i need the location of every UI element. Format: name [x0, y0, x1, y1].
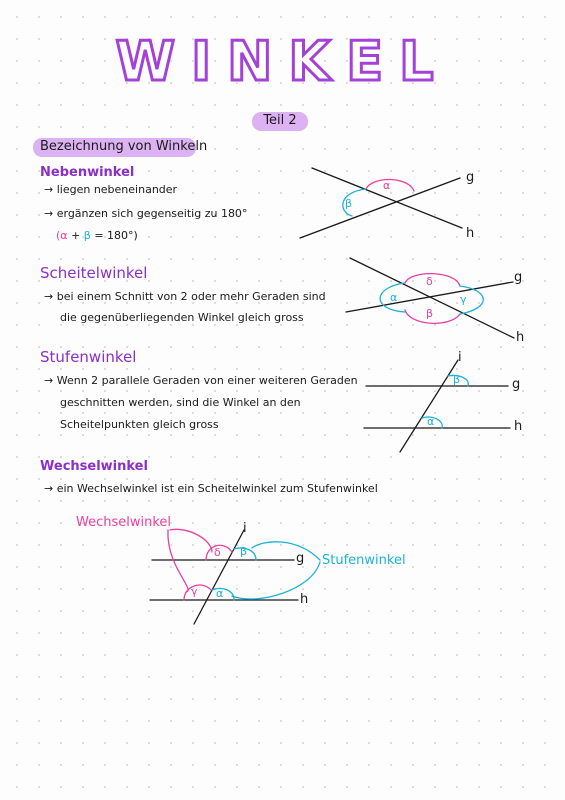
nebenwinkel-line-1	[44, 179, 177, 201]
formula-beta: β	[83, 229, 91, 242]
scheitelwinkel-gamma-label: γ	[460, 293, 467, 306]
stufenwinkel-text-1: Wenn 2 parallele Geraden von einer weiteren Geraden	[56, 374, 358, 387]
stufenwinkel-g-label: g	[512, 377, 521, 392]
nebenwinkel-g-label: g	[466, 170, 475, 185]
wechselwinkel-diagram	[150, 529, 320, 624]
scheitelwinkel-title: Scheitelwinkel	[40, 264, 148, 282]
wechselwinkel-h-label: h	[300, 592, 309, 607]
scheitelwinkel-line-1	[44, 286, 326, 308]
wechselwinkel-i-label: i	[243, 521, 247, 536]
scheitelwinkel-delta-label: δ	[426, 275, 433, 288]
stufenwinkel-h-label: h	[514, 419, 523, 434]
stufenwinkel-beta-label: β	[453, 373, 461, 386]
scheitelwinkel-diagram	[346, 258, 514, 338]
wechselwinkel-callout-label: Wechselwinkel	[76, 515, 172, 530]
nebenwinkel-text-1: liegen nebeneinander	[56, 183, 178, 196]
scheitelwinkel-alpha-label: α	[390, 291, 398, 304]
arrow-icon: →	[44, 207, 54, 220]
arrow-icon: →	[44, 482, 54, 495]
wechselwinkel-beta-label: β	[240, 545, 248, 558]
arrow-icon: →	[44, 290, 54, 303]
nebenwinkel-formula	[56, 225, 138, 247]
wechselwinkel-text-1: ein Wechselwinkel ist ein Scheitelwinkel zum Stufenwinkel	[56, 482, 378, 495]
stufenwinkel-connector	[252, 542, 320, 560]
arrow-icon: →	[44, 183, 54, 196]
line-i	[400, 360, 461, 452]
wechselwinkel-connector	[168, 530, 188, 592]
section-heading: Bezeichnung von Winkeln	[40, 139, 208, 154]
arrow-icon: →	[44, 374, 54, 387]
line-h	[350, 258, 514, 338]
formula-open: (	[56, 229, 61, 242]
formula-plus: +	[71, 229, 81, 242]
stufenwinkel-line-2: geschnitten werden, sind die Winkel an den	[60, 396, 301, 409]
line-i	[194, 530, 244, 624]
formula-rest: = 180°)	[94, 229, 138, 242]
stufenwinkel-i-label: i	[458, 350, 462, 365]
wechselwinkel-alpha-label: α	[216, 587, 224, 600]
wechselwinkel-title: Wechselwinkel	[40, 459, 148, 474]
nebenwinkel-h-label: h	[466, 226, 475, 241]
nebenwinkel-line-2	[44, 203, 247, 225]
scheitelwinkel-g-label: g	[514, 270, 523, 285]
wechselwinkel-delta-label: δ	[214, 546, 221, 559]
nebenwinkel-diagram	[300, 168, 462, 238]
stufenwinkel-line-3: Scheitelpunkten gleich gross	[60, 418, 219, 431]
wechselwinkel-gamma-label: γ	[191, 585, 198, 598]
formula-alpha: α	[60, 229, 68, 242]
scheitelwinkel-beta-label: β	[426, 307, 434, 320]
scheitelwinkel-text-1: bei einem Schnitt von 2 oder mehr Geraden sind	[56, 290, 326, 303]
page-title: WINKEL	[115, 30, 450, 93]
wechselwinkel-line-1	[44, 478, 378, 500]
nebenwinkel-alpha-label: α	[383, 179, 391, 192]
part-label: Teil 2	[263, 113, 297, 128]
wechselwinkel-g-label: g	[296, 551, 305, 566]
scheitelwinkel-line-2: die gegenüberliegenden Winkel gleich gross	[60, 311, 304, 324]
nebenwinkel-title: Nebenwinkel	[40, 165, 135, 180]
stufenwinkel-title: Stufenwinkel	[40, 348, 137, 366]
stufenwinkel-alpha-label: α	[427, 415, 435, 428]
stufenwinkel-line-1	[44, 370, 358, 392]
stufenwinkel-diagram	[364, 360, 510, 452]
stufenwinkel-callout-label: Stufenwinkel	[322, 553, 406, 568]
nebenwinkel-beta-label: β	[345, 197, 353, 210]
wechselwinkel-connector-2	[170, 529, 212, 552]
scheitelwinkel-h-label: h	[516, 330, 525, 345]
line-h	[300, 178, 460, 238]
nebenwinkel-text-2: ergänzen sich gegenseitig zu 180°	[56, 207, 248, 220]
line-g	[312, 168, 462, 228]
